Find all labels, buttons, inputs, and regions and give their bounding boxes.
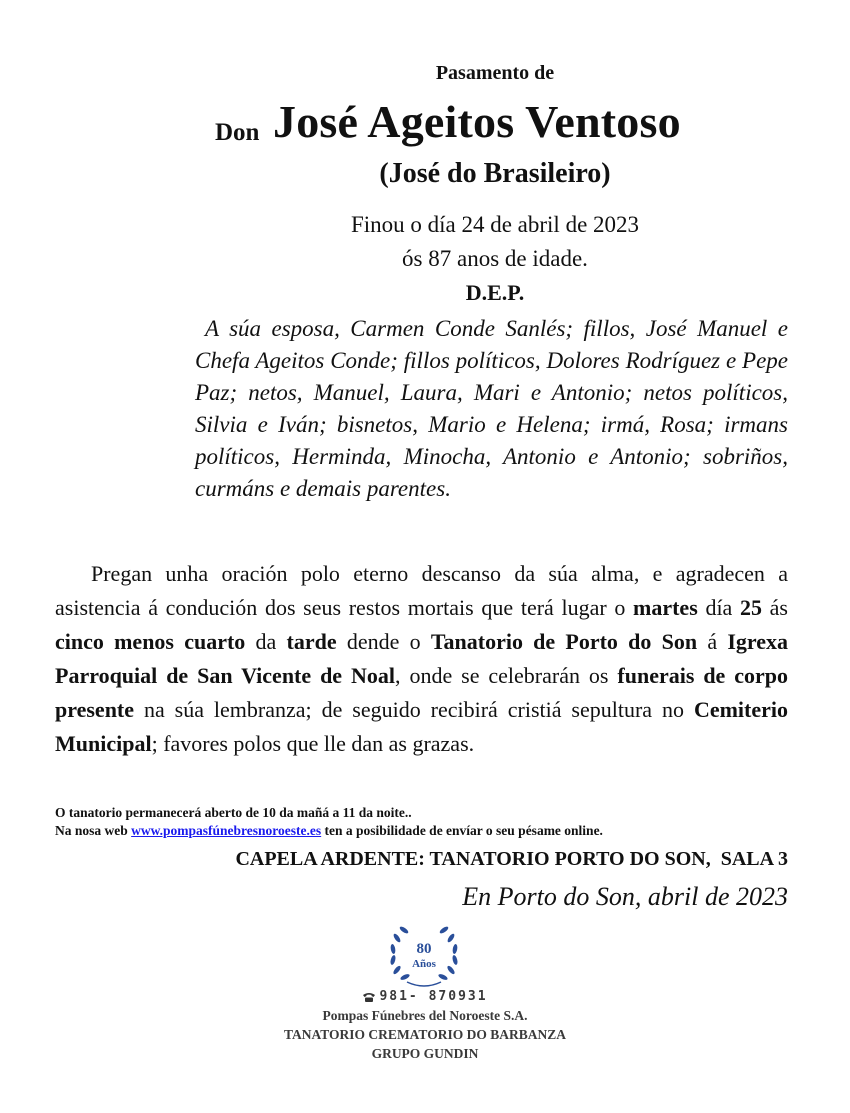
web-line [55,823,815,839]
anniversary-logo [385,920,463,990]
body-funeral: funerais de corpo presente [55,663,789,722]
notice-heading: Pasamento de [435,62,555,84]
group-name: GRUPO GUNDIN [371,1046,479,1061]
body-text: día [697,595,740,620]
body-text: na súa lembranza; de seguido recibirá cristiá sepultura no [134,697,694,722]
dep-label: D.E.P. [465,280,525,305]
body-text: ; favores polos que lle dan as grazas. [151,731,475,756]
body-cemetery: Cemiterio Municipal [55,697,788,756]
body-period: tarde [286,629,337,654]
body-text: dende o [336,629,431,654]
web-suffix: ten a posibilidade de envíar o seu pésame online. [321,823,603,838]
capela-ardente: CAPELA ARDENTE: TANATORIO PORTO DO SON, SALA 3 [235,848,788,870]
logo-word: Años [412,958,436,970]
phone-row [220,987,630,1006]
company-name: Pompas Fúnebres del Noroeste S.A. [322,1008,528,1023]
web-link[interactable]: www.pompasfúnebresnoroeste.es [131,823,322,838]
age-line: ós 87 anos de idade. [402,246,588,271]
body-text: ás [762,595,788,620]
telephone-icon [362,991,376,1003]
laurel-wreath-icon [385,920,463,990]
deceased-nickname: (José do Brasileiro) [379,158,611,189]
crematorio-name: TANATORIO CREMATORIO DO BARBANZA [284,1027,566,1042]
place-date: En Porto do Son, abril de 2023 [462,882,788,911]
body-text: , onde se celebrarán os [395,663,618,688]
honorific: Don [215,119,260,146]
phone-number: 981- 870931 [379,989,488,1004]
body-origin: Tanatorio de Porto do Son [430,629,698,654]
web-prefix: Na nosa web [55,823,132,838]
family-paragraph: A súa esposa, Carmen Conde Sanlés; fillos, José Manuel e Chefa Ageitos Conde; fillos políticos, Dolores Rodríguez e Pepe Paz; netos, Manuel, Laura, Mari e Antonio; netos políticos, Silvia e Iván; bisnetos, Mario e Helena; irmá, Rosa; irmans políticos, Herminda, Minocha, Antonio e Antonio; sobriños, curmáns e demais parentes. [195,316,788,501]
body-text: Pregan unha oración polo eterno descanso da súa alma, e agradecen a asistencia á condución dos seus restos mortais que terá lugar o [55,561,788,620]
body-day: martes [633,595,698,620]
body-text: á [697,629,728,654]
body-date: 25 [740,595,762,620]
body-time: cinco menos cuarto [55,629,246,654]
body-text: da [245,629,287,654]
logo-number: 80 [416,941,432,957]
company-footer [220,987,630,1063]
body-church: Igrexa Parroquial de San Vicente de Noal [55,629,789,688]
deceased-name-line [195,95,795,159]
tanatorio-hours: O tanatorio permanecerá aberto de 10 da mañá a 11 da noite.. [55,805,412,820]
deceased-name: José Ageitos Ventoso [273,96,681,147]
service-paragraph [55,557,788,761]
death-date-line: Finou o día 24 de abril de 2023 [350,212,640,237]
